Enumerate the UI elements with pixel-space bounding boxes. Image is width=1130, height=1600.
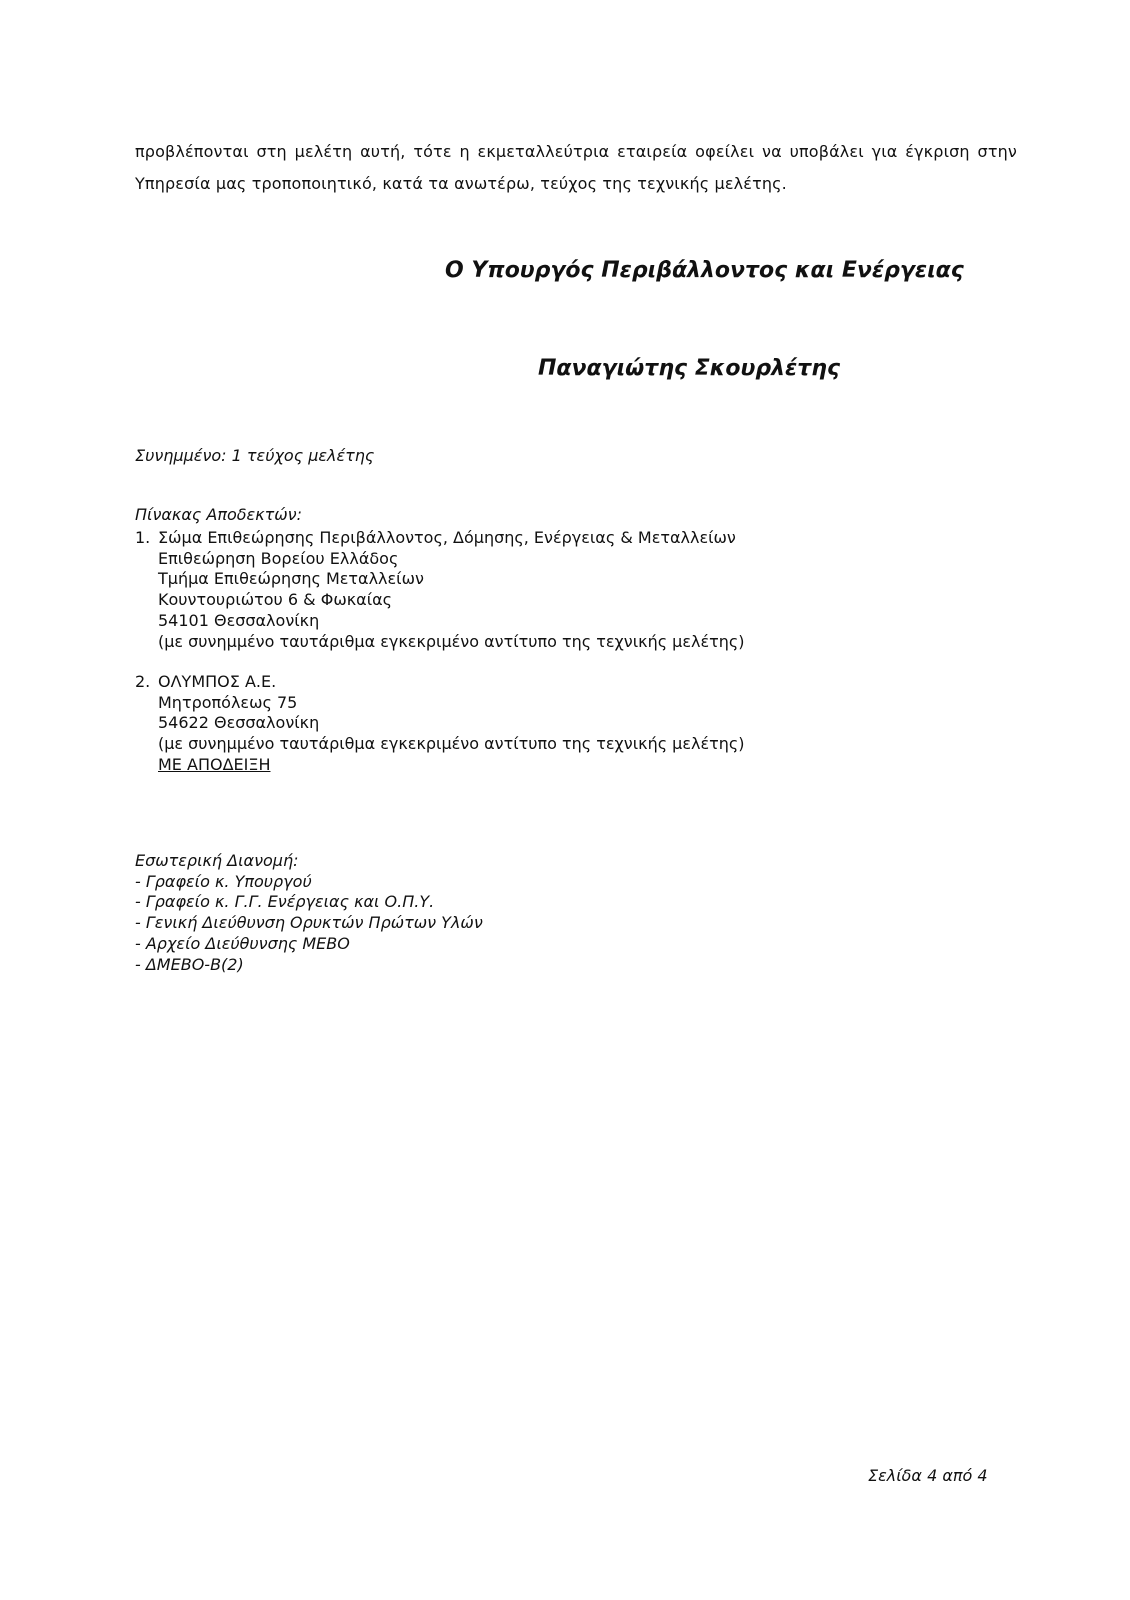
internal-distribution-item: - Γραφείο κ. Γ.Γ. Ενέργειας και Ο.Π.Υ. (135, 892, 435, 912)
internal-distribution-item: - Αρχείο Διεύθυνσης ΜΕΒΟ (135, 933, 350, 953)
page-number: Σελίδα 4 από 4 (868, 1466, 988, 1485)
internal-distribution-item: - Γραφείο κ. Υπουργού (135, 871, 312, 891)
internal-distribution-item: - ΔΜΕΒΟ-Β(2) (135, 954, 244, 974)
recipient-line: Σώμα Επιθεώρησης Περιβάλλοντος, Δόμησης, Ενέργειας & Μεταλλείων (158, 528, 736, 547)
recipient-number: 2. (135, 672, 151, 691)
signatory-title: Ο Υπουργός Περιβάλλοντος και Ενέργειας (445, 258, 964, 283)
recipient-line: ΟΛΥΜΠΟΣ Α.Ε. (158, 672, 277, 691)
recipient-2 (135, 672, 745, 776)
signatory-name: Παναγιώτης Σκουρλέτης (538, 356, 840, 381)
recipient-line: Τμήμα Επιθεώρησης Μεταλλείων (158, 569, 424, 589)
delivery-note: ΜΕ ΑΠΟΔΕΙΞΗ (158, 754, 271, 774)
recipient-line: Κουντουριώτου 6 & Φωκαίας (158, 590, 393, 610)
recipient-line: 54622 Θεσσαλονίκη (158, 713, 320, 733)
attachment-note: Συνημμένο: 1 τεύχος μελέτης (135, 446, 375, 465)
internal-distribution-heading: Εσωτερική Διανομή: (135, 851, 299, 870)
recipient-line: 54101 Θεσσαλονίκη (158, 610, 320, 630)
body-line-1: προβλέπονται στη μελέτη αυτή, τότε η εκμεταλλεύτρια εταιρεία οφείλει να υποβάλει για έγκριση στην (135, 142, 1017, 161)
recipient-line: Μητροπόλεως 75 (158, 692, 298, 712)
recipient-number: 1. (135, 528, 151, 547)
recipient-line: Επιθεώρηση Βορείου Ελλάδος (158, 548, 399, 568)
internal-distribution (135, 851, 483, 975)
recipients-heading: Πίνακας Αποδεκτών: (135, 505, 302, 524)
recipient-line: (με συνημμένο ταυτάριθμα εγκεκριμένο αντίτυπο της τεχνικής μελέτης) (158, 734, 745, 754)
body-paragraph (135, 136, 1017, 200)
internal-distribution-item: - Γενική Διεύθυνση Ορυκτών Πρώτων Υλών (135, 913, 483, 933)
recipient-1 (135, 528, 745, 652)
recipient-line: (με συνημμένο ταυτάριθμα εγκεκριμένο αντίτυπο της τεχνικής μελέτης) (158, 631, 745, 651)
body-line-2: Υπηρεσία μας τροποποιητικό, κατά τα ανωτέρω, τεύχος της τεχνικής μελέτης. (135, 174, 787, 193)
